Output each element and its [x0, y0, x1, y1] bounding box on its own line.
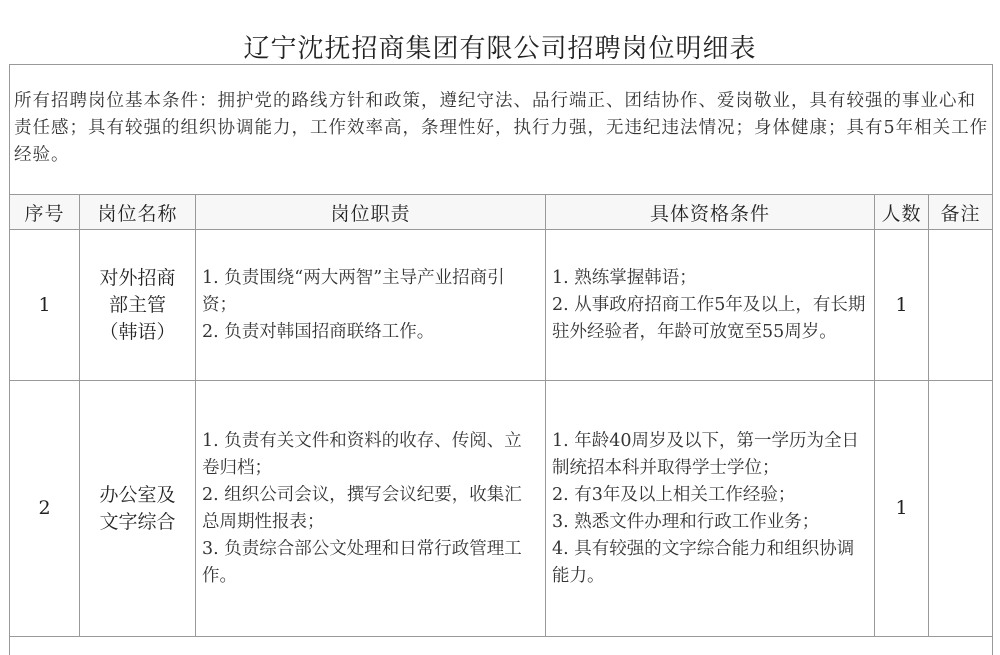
duty-item: 1. 负责围绕“两大两智”主导产业招商引资； [202, 267, 505, 315]
header-count: 人数 [875, 195, 929, 230]
table-header-row [10, 195, 993, 230]
duty-item: 3. 负责综合部公文处理和日常行政管理工作。 [202, 538, 522, 586]
position-line: 对外招商 [99, 266, 176, 289]
header-duties: 岗位职责 [196, 195, 546, 230]
header-position: 岗位名称 [80, 195, 196, 230]
qualification-item: 3. 熟悉文件办理和行政工作业务； [552, 511, 820, 532]
row-qualifications [546, 230, 875, 381]
position-line: 文字综合 [99, 510, 176, 533]
page-title: 辽宁沈抚招商集团有限公司招聘岗位明细表 [243, 34, 757, 64]
duty-item: 1. 负责有关文件和资料的收存、传阅、立卷归档； [202, 430, 522, 478]
position-line: （韩语） [99, 320, 176, 343]
duty-item: 2. 负责对韩国招商联络工作。 [202, 321, 435, 342]
table-row [10, 381, 993, 637]
header-qualifications: 具体资格条件 [546, 195, 875, 230]
row-no: 1 [10, 230, 80, 381]
row-remarks [929, 230, 993, 381]
row-count: 1 [875, 381, 929, 637]
row-position [80, 230, 196, 381]
row-position [80, 381, 196, 637]
row-duties [196, 381, 546, 637]
basic-requirements: 所有招聘岗位基本条件：拥护党的路线方针和政策，遵纪守法、品行端正、团结协作、爱岗敬业，具有较强的事业心和责任感；具有较强的组织协调能力，工作效率高，条理性好，执行力强，无违纪违法情况；身体健康；具有5年相关工作经验。 [14, 91, 989, 165]
row-count: 1 [875, 230, 929, 381]
qualification-item: 1. 年龄40周岁及以下，第一学历为全日制统招本科并取得学士学位； [552, 430, 860, 478]
qualification-item: 2. 有3年及以上相关工作经验； [552, 484, 796, 505]
position-line: 部主管 [108, 293, 166, 316]
qualification-item: 2. 从事政府招商工作5年及以上，有长期驻外经验者，年龄可放宽至55周岁。 [552, 294, 866, 342]
row-remarks [929, 381, 993, 637]
header-no: 序号 [10, 195, 80, 230]
table-row [10, 230, 993, 381]
row-duties [196, 230, 546, 381]
qualification-item: 4. 具有较强的文字综合能力和组织协调能力。 [552, 538, 855, 586]
position-line: 办公室及 [99, 483, 176, 506]
row-no: 2 [10, 381, 80, 637]
header-remarks: 备注 [929, 195, 993, 230]
duty-item: 2. 组织公司会议，撰写会议纪要，收集汇总周期性报表； [202, 484, 522, 532]
positions-table [9, 194, 993, 637]
qualification-item: 1. 熟练掌握韩语； [552, 267, 697, 288]
row-qualifications [546, 381, 875, 637]
